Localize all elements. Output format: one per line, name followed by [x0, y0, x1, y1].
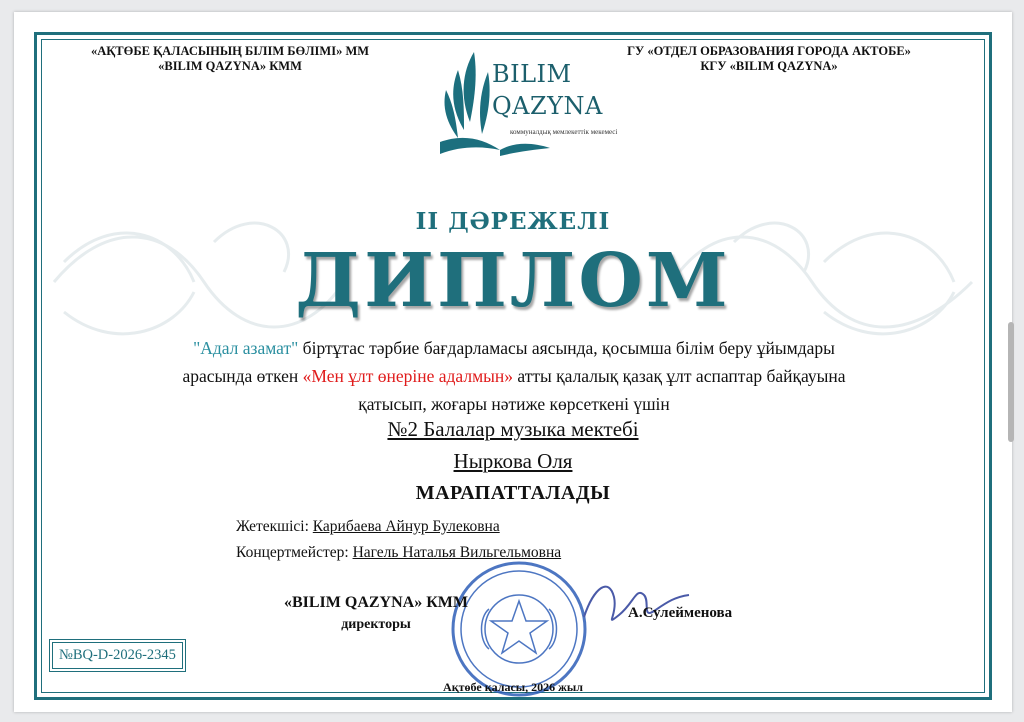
logo-title-line1: BILIM [492, 60, 572, 88]
description-part1: біртұтас тәрбие бағдарламасы аясында, қосымша білім беру ұйымдары арасында өткен [182, 338, 835, 386]
school-name [14, 417, 1012, 442]
diploma-title: ДИПЛОМ [295, 238, 731, 324]
accompanist-name: Нагель Наталья Вильгельмовна [352, 544, 562, 561]
contest-name: «Мен ұлт өнеріне адалмын» [302, 366, 514, 386]
director-org: «BILIM QAZYNA» КММ [283, 594, 469, 611]
city-year: Ақтөбе қаласы, 2026 жыл [443, 680, 583, 694]
director-role: директоры [341, 617, 411, 632]
leader-label: Жетекшісі: [236, 518, 313, 535]
program-name: "Адал азамат" [193, 338, 299, 358]
header-right-line2: КГУ «BILIM QAZYNA» [700, 59, 838, 73]
logo-title-line2: QAZYNA [492, 92, 603, 120]
logo-subtitle: коммуналдық мемлекеттік мекемесі [510, 128, 618, 136]
header-right [584, 44, 954, 74]
accompanist-label: Концертмейстер: [236, 544, 353, 561]
header-left [60, 44, 400, 74]
signer-name: А.Сулейменова [628, 605, 733, 621]
header-left-line1: «АҚТӨБЕ ҚАЛАСЫНЫҢ БІЛІМ БӨЛІМІ» ММ [90, 44, 370, 58]
scrollbar[interactable] [1008, 322, 1014, 442]
serial-number: №BQ-D-2026-2345 [52, 642, 183, 669]
student-name-text: Ныркова Оля [453, 449, 573, 473]
student-name [14, 449, 1012, 474]
leader-name: Карибаева Айнур Булековна [312, 518, 500, 535]
logo-title [492, 58, 603, 122]
description-part2: атты қалалық қазақ ұлт аспаптар байқауына қатысып, жоғары нәтиже көрсеткені үшін [358, 366, 846, 414]
signature-icon [574, 567, 694, 637]
leader-line [236, 518, 500, 536]
awarded-label: МАРАПАТТАЛАДЫ [415, 482, 611, 504]
header-left-line2: «BILIM QAZYNA» КММ [158, 59, 302, 73]
award-description [174, 334, 854, 418]
diploma-sheet [14, 12, 1012, 712]
director-block [246, 592, 506, 636]
header-right-line1: ГУ «ОТДЕЛ ОБРАЗОВАНИЯ ГОРОДА АКТОБЕ» [627, 44, 911, 58]
school-name-text: №2 Балалар музыка мектебі [387, 417, 639, 441]
degree-label: II ДӘРЕЖЕЛІ [415, 208, 611, 235]
